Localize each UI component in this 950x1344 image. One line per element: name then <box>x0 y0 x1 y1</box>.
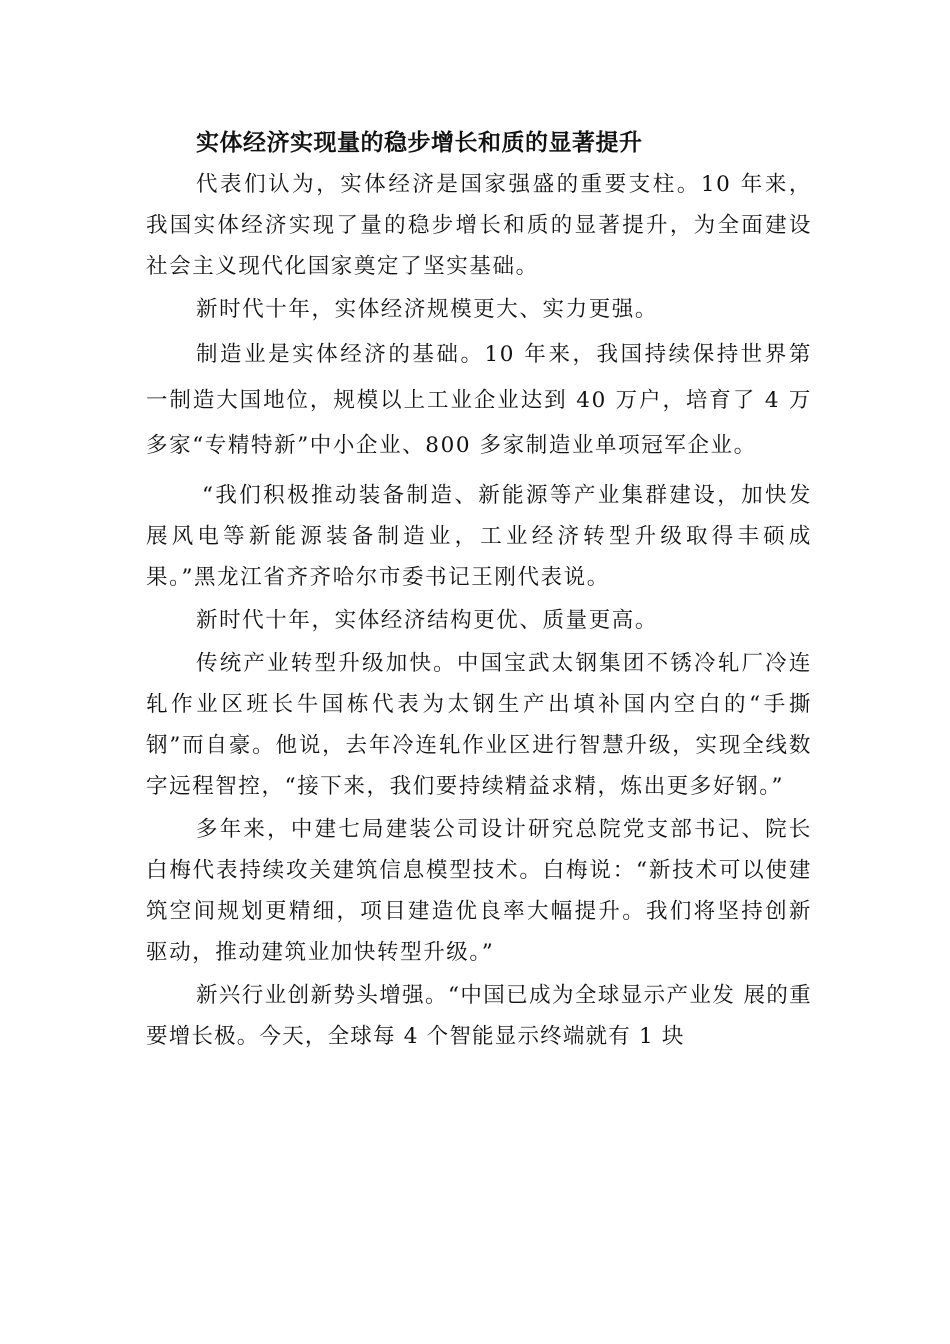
paragraph-bai-mei: 多年来，中建七局建装公司设计研究总院党支部书记、院长白梅代表持续攻关建筑信息模型技术。白梅说：“新技术可以使建筑空间规划更精细，项目建造优良率大幅提升。我们将坚持创新驱动，推动建筑业加快转型升级。” <box>146 816 812 965</box>
paragraph-quote-wang-gang: “我们积极推动装备制造、新能源等产业集群建设，加快发展风电等新能源装备制造业，工业经济转型升级取得丰硕成果。”黑龙江省齐齐哈尔市委书记王刚代表说。 <box>146 482 812 590</box>
paragraph-structure-lead: 新时代十年，实体经济结构更优、质量更高。 <box>196 607 659 633</box>
document-body <box>146 122 812 1057</box>
paragraph-emerging-industry: 新兴行业创新势头增强。“中国已成为全球显示产业发 展的重要增长极。今天，全球每 4 个智能显示终端就有 1 块 <box>146 982 812 1049</box>
paragraph-scale-lead: 新时代十年，实体经济规模更大、实力更强。 <box>196 297 659 322</box>
section-heading: 实体经济实现量的稳步增长和质的显著提升 <box>196 130 643 156</box>
paragraph-manufacturing: 制造业是实体经济的基础。10 年来，我国持续保持世界第一制造大国地位，规模以上工业企业达到 40 万户，培育了 4 万多家“专精特新”中小企业、800 多家制造业单项冠军企业。 <box>146 342 812 458</box>
paragraph-intro: 代表们认为，实体经济是国家强盛的重要支柱。10 年来，我国实体经济实现了量的稳步增长和质的显著提升，为全面建设社会主义现代化国家奠定了坚实基础。 <box>146 172 812 279</box>
paragraph-traditional-industry: 传统产业转型升级加快。中国宝武太钢集团不锈冷轧厂冷连轧作业区班长牛国栋代表为太钢生产出填补国内空白的“手撕钢”而自豪。他说，去年冷连轧作业区进行智慧升级，实现全线数字远程智控，“接下来，我们要持续精益求精，炼出更多好钢。” <box>146 650 812 799</box>
